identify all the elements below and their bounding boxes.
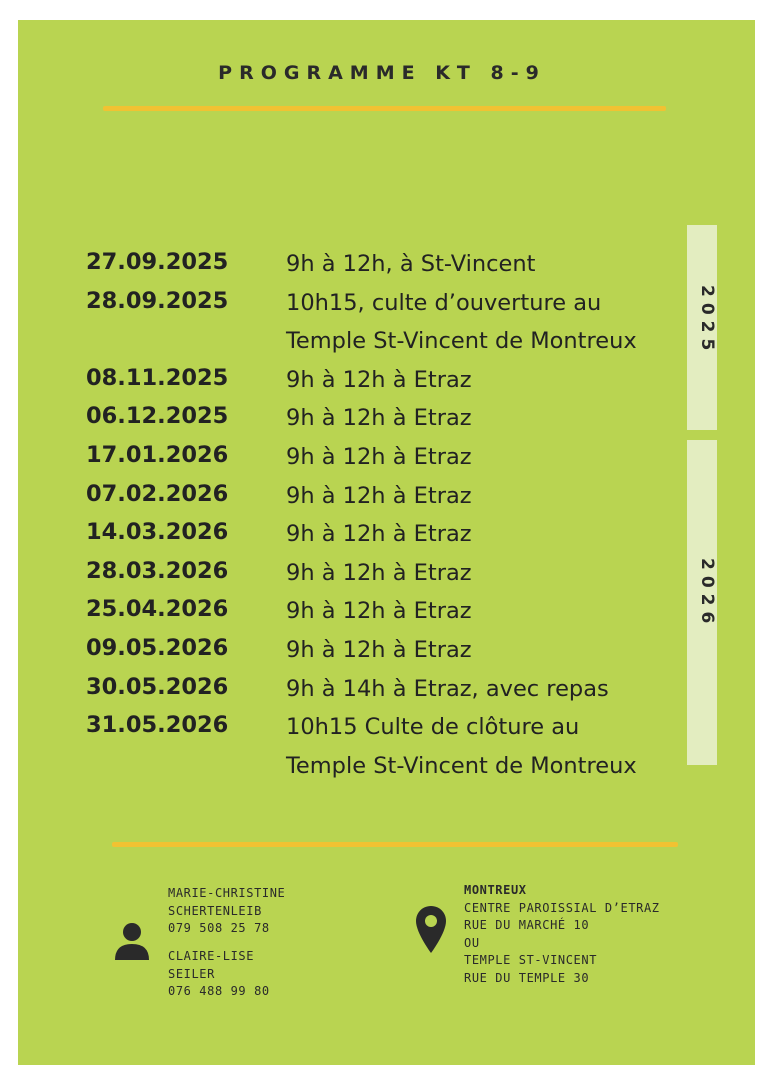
- contact-2-last-name: SEILER: [168, 966, 215, 981]
- schedule-description: 9h à 12h à Etraz: [286, 444, 472, 470]
- schedule-description: 9h à 12h à Etraz: [286, 598, 472, 625]
- schedule-description: 9h à 12h à Etraz: [286, 482, 472, 509]
- top-divider: [103, 106, 666, 111]
- person-icon: [113, 920, 151, 962]
- schedule-description: 10h15, culte d’ouverture au: [286, 289, 602, 316]
- schedule-date: 08.11.2025: [86, 364, 229, 391]
- schedule-description: 9h à 12h à Etraz: [286, 405, 472, 432]
- page-title: PROGRAMME KT 8-9: [218, 62, 546, 84]
- contact-1-last-name: SCHERTENLEIB: [168, 903, 262, 918]
- address-city: MONTREUX: [464, 883, 527, 897]
- address-or: OU: [464, 935, 480, 950]
- schedule-date: 30.05.2026: [86, 673, 229, 700]
- schedule-date: 07.02.2026: [86, 480, 229, 507]
- contact-1-phone[interactable]: 079 508 25 78: [168, 921, 270, 935]
- schedule-date: 28.03.2026: [86, 557, 229, 584]
- schedule-description: 9h à 12h à Etraz: [286, 521, 472, 548]
- schedule-date: 14.03.2026: [86, 519, 229, 546]
- schedule-description: 10h15 Culte de clôture au: [286, 714, 580, 741]
- schedule-description: 9h à 12h, à St-Vincent: [286, 251, 536, 277]
- contact-2: [168, 948, 270, 1001]
- schedule-date: 25.04.2026: [86, 596, 229, 623]
- schedule-date: 28.09.2025: [86, 287, 229, 314]
- schedule-date: 27.09.2025: [86, 249, 229, 275]
- contact-2-phone[interactable]: 076 488 99 80: [168, 984, 270, 998]
- contact-1-first-name: MARIE-CHRISTINE: [168, 886, 286, 900]
- schedule-description: Temple St-Vincent de Montreux: [286, 328, 637, 355]
- schedule-date: 31.05.2026: [86, 712, 229, 739]
- contact-2-first-name: CLAIRE-LISE: [168, 949, 255, 963]
- address-line-1: CENTRE PAROISSIAL D’ETRAZ: [464, 900, 660, 915]
- address-line-2: RUE DU MARCHÉ 10: [464, 918, 590, 932]
- address-line-4: RUE DU TEMPLE 30: [464, 970, 590, 985]
- address-line-3: TEMPLE ST-VINCENT: [464, 953, 598, 967]
- year-label-2026: 2026: [697, 558, 717, 630]
- schedule-description: 9h à 14h à Etraz, avec repas: [286, 675, 609, 702]
- schedule-description: 9h à 12h à Etraz: [286, 366, 472, 393]
- schedule-description: Temple St-Vincent de Montreux: [286, 752, 637, 779]
- schedule-description: 9h à 12h à Etraz: [286, 637, 472, 663]
- schedule-date: 17.01.2026: [86, 442, 229, 468]
- year-label-2025: 2025: [697, 285, 717, 357]
- schedule-date: 06.12.2025: [86, 403, 229, 430]
- location-pin-icon: [415, 905, 447, 955]
- schedule-date: 09.05.2026: [86, 635, 229, 661]
- schedule-description: 9h à 12h à Etraz: [286, 559, 472, 586]
- contact-1: [168, 885, 285, 938]
- bottom-divider: [112, 842, 678, 847]
- address-block: [464, 882, 660, 987]
